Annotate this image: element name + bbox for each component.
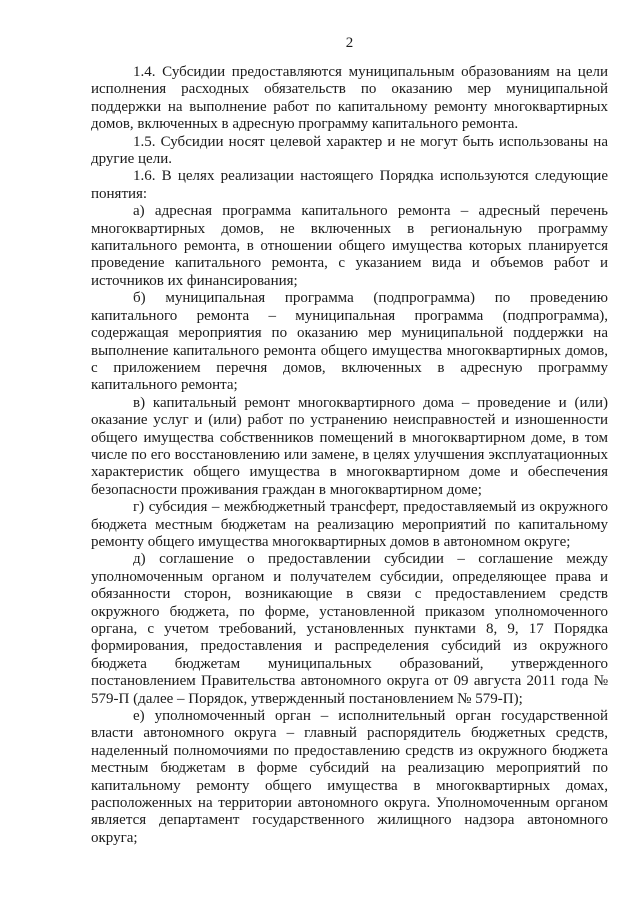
definition-g: г) субсидия – межбюджетный трансферт, предоставляемый из окружного бюджета местным бюджетам на реализацию мероприятий по капитальному ремонту общего имущества многоквартирных домов в автономном округе;: [91, 499, 608, 550]
paragraph-1-6: 1.6. В целях реализации настоящего Порядка используются следующие понятия:: [91, 168, 608, 202]
page-number: 2: [345, 35, 354, 51]
definition-d: д) соглашение о предоставлении субсидии – соглашение между уполномоченным органом и получателем субсидии, определяющее права и обязанности сторон, возникающие в связи с предоставлением средств окружного бюджета, по форме, установленной приказом уполномоченного органа, с учетом требований, установленных пунктами 8, 9, 17 Порядка формирования, предоставления и распределения субсидий из окружного бюджета бюджетам муниципальных образований, утвержденного постановлением Правительства автономного округа от 09 августа 2011 года № 579-П (далее – Порядок, утвержденный постановлением № 579-П);: [91, 551, 608, 707]
paragraph-1-5: 1.5. Субсидии носят целевой характер и не могут быть использованы на другие цели.: [91, 133, 608, 168]
definition-e: е) уполномоченный орган – исполнительный орган государственной власти автономного округа – главный распорядитель бюджетных средств, наделенный полномочиями по предоставлению средств из окружного бюджета местным бюджетам в форме субсидий на реализацию мероприятий по капитальному ремонту общего имущества в многоквартирных домах, расположенных на территории автономного округа. Уполномоченным органом является департамент государственного жилищного надзора автономного округа;: [91, 708, 608, 846]
paragraph-1-4: 1.4. Субсидии предоставляются муниципальным образованиям на цели исполнения расходных обязательств по оказанию мер муниципальной поддержки на выполнение работ по капитальному ремонту многоквартирных домов, включенных в адресную программу капитального ремонта.: [91, 64, 608, 133]
document-page: [91, 34, 608, 847]
definition-b: б) муниципальная программа (подпрограмма) по проведению капитального ремонта – муниципальная программа (подпрограмма), содержащая мероприятия по оказанию мер муниципальной поддержки на выполнение капитального ремонта общего имущества многоквартирных домов, с приложением перечня домов, включенных в адресную программу капитального ремонта;: [91, 290, 608, 394]
definition-v: в) капитальный ремонт многоквартирного дома – проведение и (или) оказание услуг и (или) работ по устранению неисправностей и изношенности общего имущества собственников помещений в многоквартирном доме, в том числе по его восстановлению или замене, в целях улучшения эксплуатационных характеристик общего имущества в многоквартирном доме и обеспечения безопасности проживания граждан в многоквартирном доме;: [91, 394, 608, 498]
definition-a: а) адресная программа капитального ремонта – адресный перечень многоквартирных домов, не включенных в региональную программу капитального ремонта, в отношении общего имущества которых планируется проведение капитального ремонта, с указанием вида и объемов работ и источников их финансирования;: [91, 203, 608, 289]
